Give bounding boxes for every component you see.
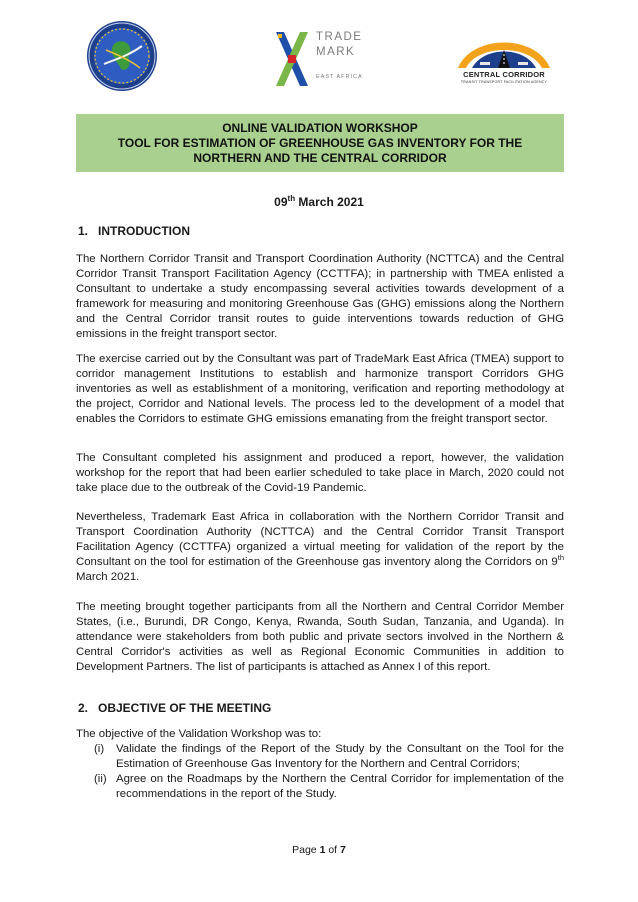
p4-main: Nevertheless, Trademark East Africa in collaboration with the Northern Corridor Transit and Transport Coordination Authority (NCTTCA) and the Central Corridor Transit Transport Facilitation Agency (CCTTFA) organized a virtual meeting for validation of the report by the Consultant on the tool for estimation of the Greenhouse gas inventory along the Corridors on 9 xyxy=(76,511,564,568)
trademark-line1: TRADE xyxy=(316,31,363,43)
footer-total-pages: 7 xyxy=(340,844,346,856)
p4-end: March 2021. xyxy=(76,571,140,583)
footer-of: of xyxy=(325,844,341,856)
ncttca-logo xyxy=(86,20,158,92)
list-text: Validate the findings of the Report of the Study by the Consultant on the Tool for the Estimation of Greenhouse Gas Inventory for the Northern and Central Corridors; xyxy=(116,743,564,770)
intro-paragraph-2: The exercise carried out by the Consultant was part of TradeMark East Africa (TMEA) support to corridor management Institutions to establish and harmonize transport Corridors GHG inventories as well as establishment of a monitoring, verification and reporting methodology at the project, Corridor and National levels. The process led to the development of a model that enables the Corridors to estimate GHG emissions emanating from the freight transport sector. xyxy=(76,353,564,425)
trademark-x-icon xyxy=(272,28,312,90)
p4-sup: th xyxy=(557,553,564,563)
central-corridor-subtitle: TRANSIT TRANSPORT FACILITATION AGENCY xyxy=(460,80,548,84)
list-item xyxy=(94,742,564,772)
banner-line-3: NORTHERN AND THE CENTRAL CORRIDOR xyxy=(193,151,447,165)
intro-paragraph-4 xyxy=(76,510,564,585)
trademark-line2: MARK xyxy=(316,46,356,58)
central-corridor-logo xyxy=(452,28,556,92)
intro-paragraph-1: The Northern Corridor Transit and Transport Coordination Authority (NCTTCA) and the Central Corridor Transit Transport Facilitation Agency (CCTTFA); in partnership with TMEA enlisted a Consultant to undertake a study encompassing several activities towards development of a framework for measuring and monitoring Greenhouse Gas (GHG) emissions along the Northern and the Central Corridor transit routes to guide interventions towards reduction of GHG emissions in the freight transport sector. xyxy=(76,253,564,340)
date-suffix: th xyxy=(287,194,296,203)
section-2-number: 2. xyxy=(78,701,89,715)
list-text: Agree on the Roadmaps by the Northern the Central Corridor for implementation of the recommendations in the report of the Study. xyxy=(116,773,564,800)
date-rest: March 2021 xyxy=(295,195,364,209)
intro-paragraph-5: The meeting brought together participants from all the Northern and Central Corridor Member States, (i.e., Burundi, DR Congo, Kenya, Rwanda, South Sudan, Tanzania, and Uganda). In attendance were stakeholders from both public and private sectors involved in the Northern & Central Corridor's activities as well as Regional Economic Communities in addition to Development Partners. The list of participants is attached as Annex I of this report. xyxy=(76,601,564,673)
banner-line-2: TOOL FOR ESTIMATION OF GREENHOUSE GAS INVENTORY FOR THE xyxy=(117,136,523,150)
footer-current-page: 1 xyxy=(319,844,326,856)
section-2-title: OBJECTIVE OF THE MEETING xyxy=(98,701,272,715)
objective-intro: The objective of the Validation Workshop was to: xyxy=(76,728,322,740)
intro-paragraph-3: The Consultant completed his assignment and produced a report, however, the validation workshop for the report that had been earlier scheduled to take place in March, 2020 could not take place due to the outbreak of the Covid-19 Pandemic. xyxy=(76,452,564,494)
section-2-heading xyxy=(78,701,271,715)
trademark-logo xyxy=(272,28,382,90)
section-1-title: INTRODUCTION xyxy=(98,224,190,238)
list-marker: (ii) xyxy=(94,773,107,785)
footer-prefix: Page xyxy=(292,844,320,856)
objective-list xyxy=(94,742,564,802)
meeting-date xyxy=(0,194,638,209)
section-1-number: 1. xyxy=(78,224,89,238)
list-item xyxy=(94,772,564,802)
list-marker: (i) xyxy=(94,743,105,755)
banner-line-1: ONLINE VALIDATION WORKSHOP xyxy=(222,121,418,135)
central-corridor-title: CENTRAL CORRIDOR xyxy=(463,70,545,79)
corridor-road-icon xyxy=(452,28,556,70)
section-1-heading xyxy=(78,224,190,238)
header-logos xyxy=(0,14,638,94)
trademark-sub: EAST AFRICA xyxy=(316,74,363,80)
date-day: 09 xyxy=(274,195,288,209)
title-banner xyxy=(76,114,564,172)
page-footer xyxy=(0,844,638,856)
